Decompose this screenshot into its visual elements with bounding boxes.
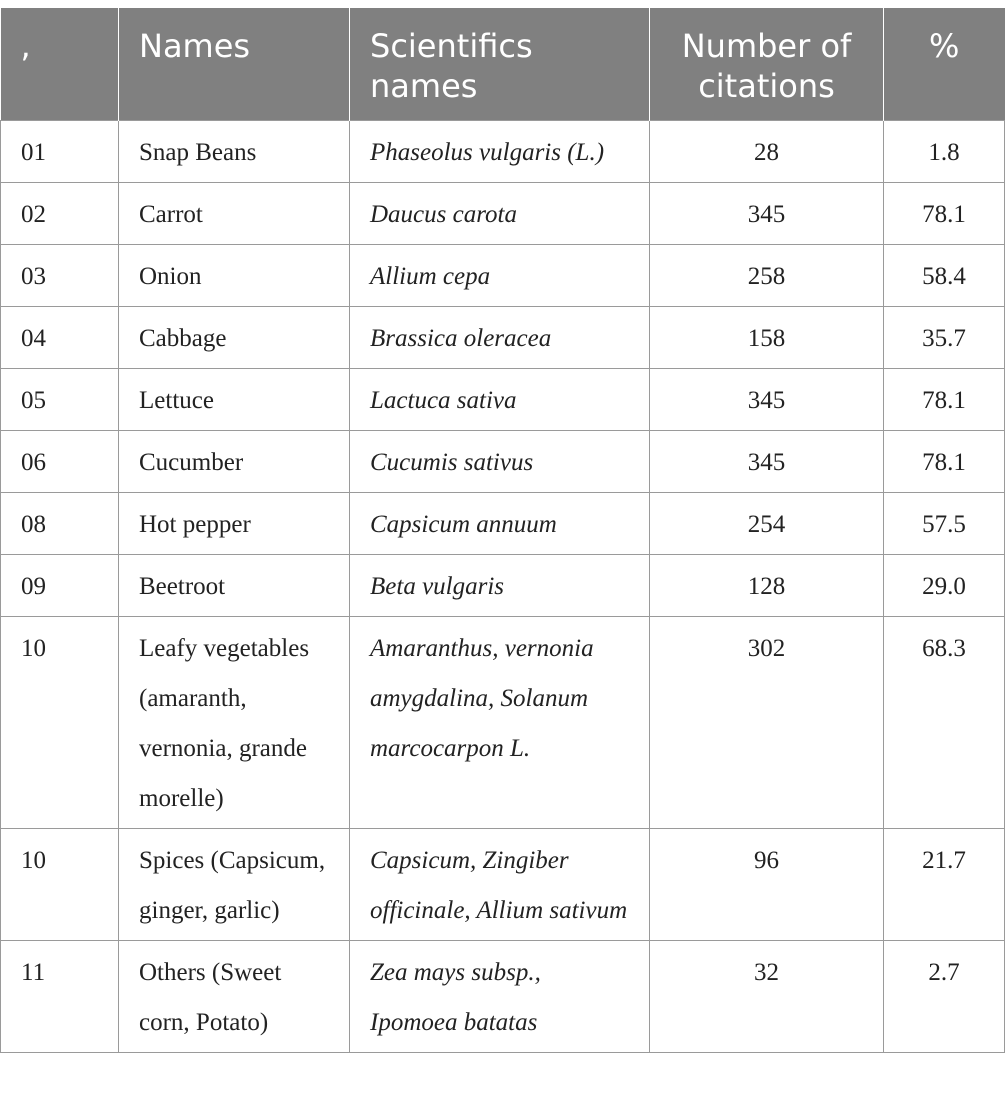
cell-citations: 345 [650,369,884,431]
table-row [1,121,1005,183]
cell-number: 01 [1,121,119,183]
table-row [1,183,1005,245]
cell-name: Lettuce [119,369,350,431]
cell-number: 05 [1,369,119,431]
table-row [1,245,1005,307]
cell-number: 04 [1,307,119,369]
header-scientific-names: Scientifics names [350,8,650,121]
vegetable-citations-table [0,8,1005,1053]
cell-scientific-name: Zea mays subsp., Ipomoea batatas [350,941,650,1053]
cell-name: Spices (Capsicum, ginger, garlic) [119,829,350,941]
cell-name: Leafy vegetables (amaranth, vernonia, grande morelle) [119,617,350,829]
table-row [1,555,1005,617]
table-row [1,307,1005,369]
table-row [1,617,1005,829]
cell-citations: 158 [650,307,884,369]
cell-number: 09 [1,555,119,617]
header-number: , [1,8,119,121]
table-row [1,369,1005,431]
cell-scientific-name: Beta vulgaris [350,555,650,617]
cell-name: Cucumber [119,431,350,493]
cell-name: Onion [119,245,350,307]
cell-citations: 258 [650,245,884,307]
cell-number: 03 [1,245,119,307]
cell-percent: 1.8 [884,121,1005,183]
cell-percent: 2.7 [884,941,1005,1053]
cell-number: 02 [1,183,119,245]
header-percent: % [884,8,1005,121]
cell-citations: 345 [650,431,884,493]
cell-name: Snap Beans [119,121,350,183]
cell-name: Cabbage [119,307,350,369]
cell-number: 10 [1,829,119,941]
header-row [1,8,1005,121]
table-row [1,941,1005,1053]
cell-number: 06 [1,431,119,493]
cell-percent: 29.0 [884,555,1005,617]
cell-percent: 68.3 [884,617,1005,829]
cell-number: 11 [1,941,119,1053]
cell-scientific-name: Lactuca sativa [350,369,650,431]
cell-name: Hot pepper [119,493,350,555]
cell-citations: 254 [650,493,884,555]
cell-scientific-name: Capsicum annuum [350,493,650,555]
cell-name: Beetroot [119,555,350,617]
cell-citations: 32 [650,941,884,1053]
cell-percent: 78.1 [884,183,1005,245]
cell-scientific-name: Amaranthus, vernonia amygdalina, Solanum marcocarpon L. [350,617,650,829]
cell-scientific-name: Capsicum, Zingiber officinale, Allium sativum [350,829,650,941]
cell-citations: 302 [650,617,884,829]
cell-percent: 57.5 [884,493,1005,555]
cell-citations: 96 [650,829,884,941]
cell-percent: 78.1 [884,431,1005,493]
cell-name: Carrot [119,183,350,245]
cell-name: Others (Sweet corn, Potato) [119,941,350,1053]
header-names: Names [119,8,350,121]
cell-citations: 345 [650,183,884,245]
cell-scientific-name: Cucumis sativus [350,431,650,493]
cell-scientific-name: Brassica oleracea [350,307,650,369]
cell-number: 10 [1,617,119,829]
table-row [1,431,1005,493]
cell-percent: 78.1 [884,369,1005,431]
cell-scientific-name: Allium cepa [350,245,650,307]
cell-citations: 128 [650,555,884,617]
table-row [1,829,1005,941]
cell-percent: 21.7 [884,829,1005,941]
cell-citations: 28 [650,121,884,183]
cell-scientific-name: Daucus carota [350,183,650,245]
cell-percent: 58.4 [884,245,1005,307]
cell-percent: 35.7 [884,307,1005,369]
cell-number: 08 [1,493,119,555]
table-row [1,493,1005,555]
header-citations: Number of citations [650,8,884,121]
cell-scientific-name: Phaseolus vulgaris (L.) [350,121,650,183]
